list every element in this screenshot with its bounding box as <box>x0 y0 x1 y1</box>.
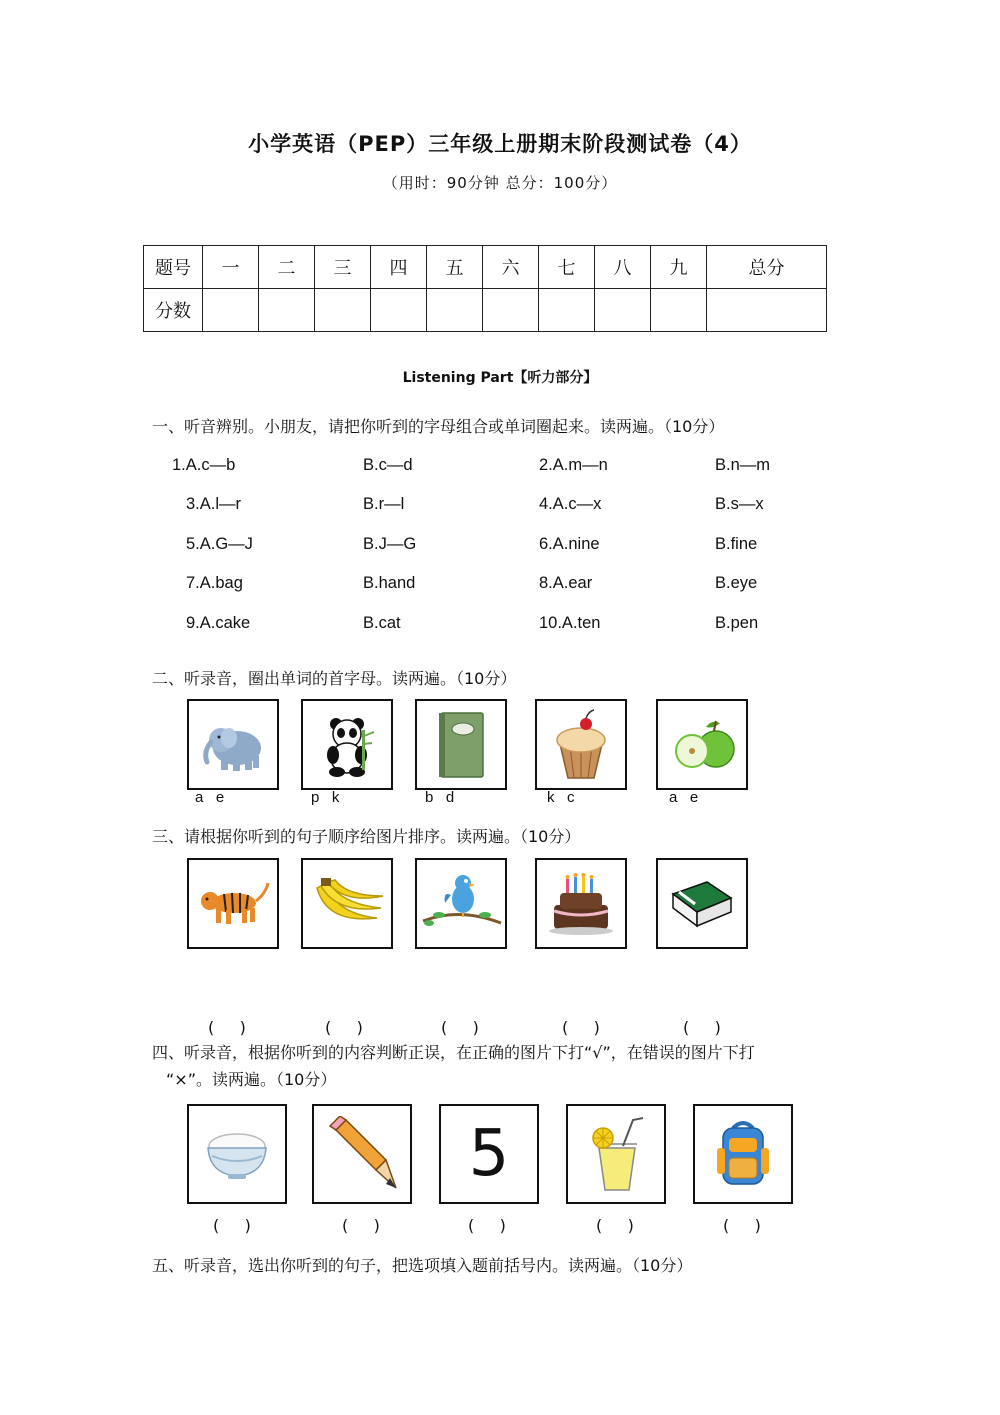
elephant-icon <box>193 710 273 780</box>
number-five-icon: 5 <box>468 1117 510 1191</box>
score-cell[interactable] <box>483 289 539 332</box>
section5-heading: 五、听录音，选出你听到的句子，把选项填入题前括号内。读两遍。（10分） <box>152 1256 693 1275</box>
letter-choice[interactable]: a e <box>195 789 225 806</box>
picture-box <box>535 858 627 949</box>
score-cell[interactable] <box>427 289 483 332</box>
header-cell: 八 <box>595 246 651 289</box>
section2-heading: 二、听录音，圈出单词的首字母。读两遍。（10分） <box>152 669 517 688</box>
header-cell: 一 <box>203 246 259 289</box>
answer-blank[interactable]: ( ) <box>596 1216 634 1235</box>
option-8a[interactable]: 8.A.ear <box>539 574 593 592</box>
header-cell: 二 <box>259 246 315 289</box>
score-cell[interactable] <box>707 289 827 332</box>
score-cell[interactable] <box>595 289 651 332</box>
bird-icon <box>419 871 503 937</box>
answer-blank[interactable]: ( ) <box>325 1018 363 1037</box>
page-title: 小学英语（PEP）三年级上册期末阶段测试卷（4） <box>248 132 752 156</box>
option-7a[interactable]: 7.A.bag <box>186 574 243 592</box>
section3-heading: 三、请根据你听到的句子顺序给图片排序。读两遍。（10分） <box>152 827 581 846</box>
picture-box <box>693 1104 793 1204</box>
option-9a[interactable]: 9.A.cake <box>186 614 251 632</box>
header-cell: 三 <box>315 246 371 289</box>
cake-icon <box>544 871 618 937</box>
option-2b[interactable]: B.n—m <box>715 456 771 474</box>
option-6a[interactable]: 6.A.nine <box>539 535 600 553</box>
eraser-icon <box>667 876 737 932</box>
picture-box <box>187 858 279 949</box>
option-4a[interactable]: 4.A.c—x <box>539 495 602 513</box>
letter-choice[interactable]: b d <box>425 789 455 806</box>
row-label-cell: 分数 <box>144 289 203 332</box>
score-cell[interactable] <box>315 289 371 332</box>
score-table <box>143 245 827 332</box>
answer-blank[interactable]: ( ) <box>468 1216 506 1235</box>
header-cell: 九 <box>651 246 707 289</box>
picture-box <box>439 1104 539 1204</box>
answer-blank[interactable]: ( ) <box>208 1018 246 1037</box>
letter-choice[interactable]: p k <box>311 789 340 806</box>
option-3b[interactable]: B.r—l <box>363 495 405 513</box>
apple-icon <box>666 717 738 773</box>
picture-box <box>301 858 393 949</box>
option-2a[interactable]: 2.A.m—n <box>539 456 608 474</box>
header-cell: 四 <box>371 246 427 289</box>
cupcake-icon <box>546 708 616 782</box>
picture-box <box>535 699 627 790</box>
score-cell[interactable] <box>539 289 595 332</box>
picture-box <box>656 699 748 790</box>
option-4b[interactable]: B.s—x <box>715 495 764 513</box>
letter-choice[interactable]: k c <box>547 789 575 806</box>
option-3a[interactable]: 3.A.l—r <box>186 495 242 513</box>
page-subtitle: （用时：90分钟 总分：100分） <box>382 174 618 192</box>
answer-blank[interactable]: ( ) <box>342 1216 380 1235</box>
picture-box <box>415 699 507 790</box>
header-cell: 题号 <box>144 246 203 289</box>
option-10a[interactable]: 10.A.ten <box>539 614 601 632</box>
rice-bowl-icon <box>202 1126 272 1182</box>
option-9b[interactable]: B.cat <box>363 614 401 632</box>
book-icon <box>431 709 491 781</box>
option-10b[interactable]: B.pen <box>715 614 759 632</box>
answer-blank[interactable]: ( ) <box>683 1018 721 1037</box>
pencil-icon <box>324 1116 400 1192</box>
picture-box <box>566 1104 666 1204</box>
header-cell: 五 <box>427 246 483 289</box>
picture-box <box>415 858 507 949</box>
score-cell[interactable] <box>371 289 427 332</box>
backpack-icon <box>713 1118 773 1190</box>
option-5a[interactable]: 5.A.G—J <box>186 535 253 553</box>
answer-blank[interactable]: ( ) <box>562 1018 600 1037</box>
juice-icon <box>581 1114 651 1194</box>
option-1a[interactable]: 1.A.c—b <box>172 456 236 474</box>
option-1b[interactable]: B.c—d <box>363 456 413 474</box>
picture-box <box>656 858 748 949</box>
panda-icon <box>312 710 382 780</box>
score-cell[interactable] <box>203 289 259 332</box>
option-8b[interactable]: B.eye <box>715 574 758 592</box>
score-cell[interactable] <box>259 289 315 332</box>
banana-icon <box>307 874 387 934</box>
header-cell: 总分 <box>707 246 827 289</box>
picture-box <box>301 699 393 790</box>
option-7b[interactable]: B.hand <box>363 574 416 592</box>
section4-heading-line1: 四、听录音，根据你听到的内容判断正误，在正确的图片下打“√”，在错误的图片下打 <box>152 1043 755 1062</box>
section1-heading: 一、听音辨别。小朋友，请把你听到的字母组合或单词圈起来。读两遍。（10分） <box>152 417 725 436</box>
answer-blank[interactable]: ( ) <box>441 1018 479 1037</box>
score-table-header-row <box>144 246 827 289</box>
option-6b[interactable]: B.fine <box>715 535 758 553</box>
letter-choice[interactable]: a e <box>669 789 699 806</box>
answer-blank[interactable]: ( ) <box>213 1216 251 1235</box>
section4-heading-line2: “×”。读两遍。（10分） <box>166 1070 337 1089</box>
header-cell: 六 <box>483 246 539 289</box>
picture-box <box>187 1104 287 1204</box>
tiger-icon <box>196 879 270 929</box>
picture-box <box>187 699 279 790</box>
answer-blank[interactable]: ( ) <box>723 1216 761 1235</box>
header-cell: 七 <box>539 246 595 289</box>
option-5b[interactable]: B.J—G <box>363 535 417 553</box>
score-table-score-row <box>144 289 827 332</box>
picture-box <box>312 1104 412 1204</box>
score-cell[interactable] <box>651 289 707 332</box>
listening-part-heading: Listening Part【听力部分】 <box>402 370 598 386</box>
